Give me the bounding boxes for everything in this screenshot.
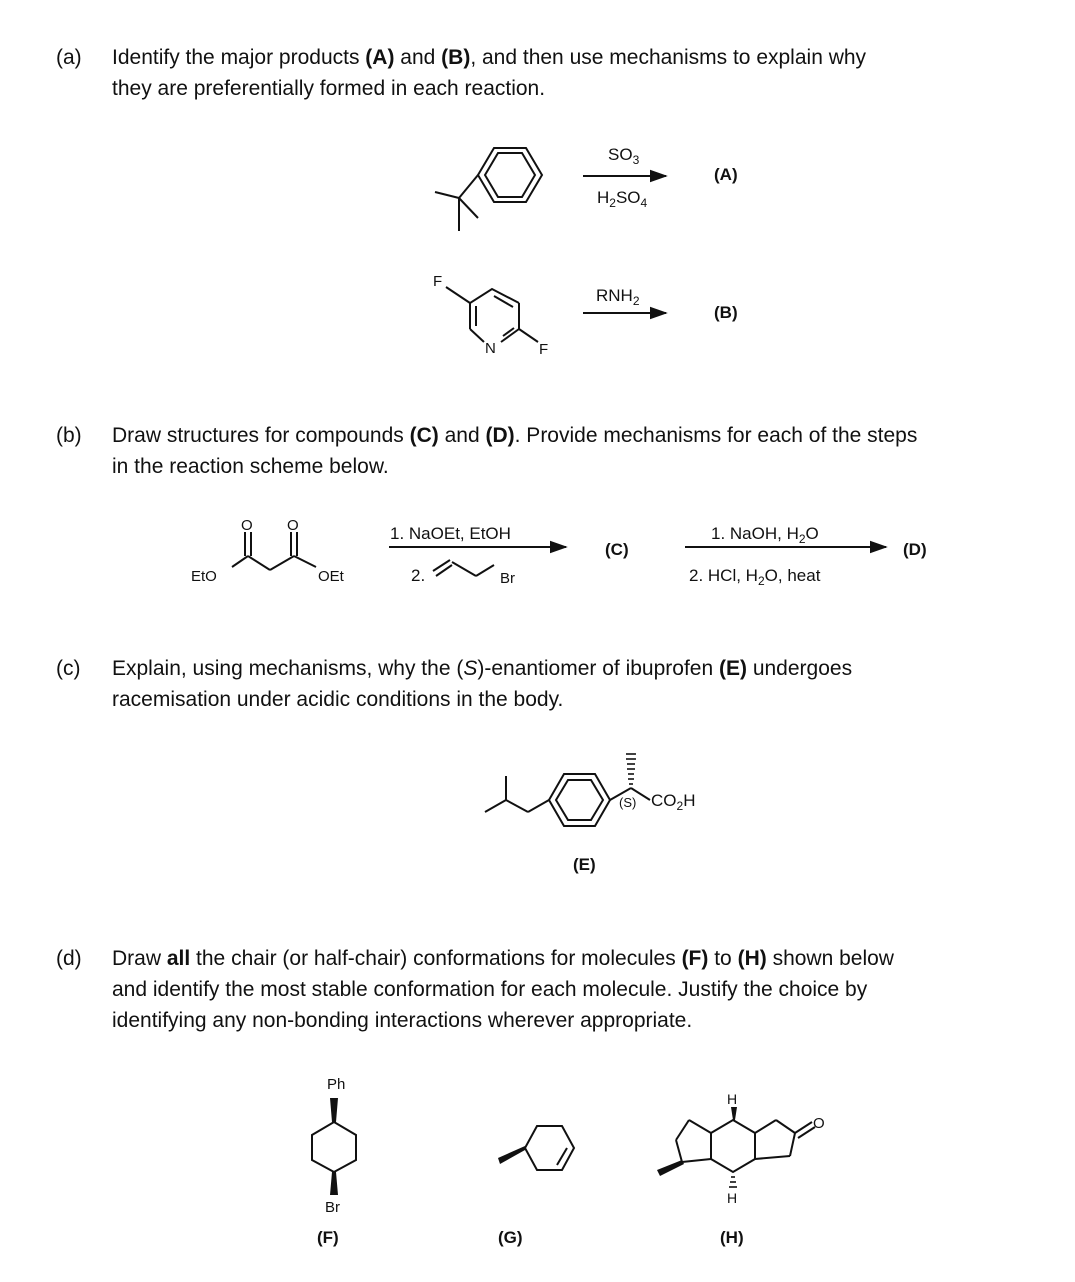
text-segment: undergoes (746, 657, 853, 680)
bromo-label: Br (325, 1199, 340, 1216)
text-segment: Identify the major products (112, 46, 366, 69)
text-segment: the chair (or half-chair) conformations for molecules (190, 947, 682, 970)
compound-g-label: (G) (498, 1228, 523, 1247)
compound-tag: (H) (737, 947, 767, 970)
wedge-bond (498, 1146, 525, 1164)
text-segment: )-enantiomer of ibuprofen (477, 657, 719, 680)
compound-tag: (B) (441, 46, 471, 69)
ethoxy-group: EtO (191, 568, 217, 585)
hydrogen-label: H (727, 1190, 738, 1206)
atom-label: O (241, 517, 253, 534)
reagent-step-4: 2. HCl, $H_2O$, heat (689, 566, 821, 588)
compound-h-label: (H) (720, 1228, 744, 1247)
difluoropyridine-structure (446, 287, 538, 342)
text-segment: Explain, using mechanisms, why the ( (112, 657, 464, 680)
question-label: (d) (56, 947, 82, 970)
decalinone-h-structure (676, 1120, 815, 1172)
question-label: (c) (56, 657, 81, 680)
reagent-h2so4: $H_2SO_4$ (597, 188, 648, 210)
compound-tag: (D) (485, 424, 515, 447)
atom-label: O (813, 1115, 825, 1132)
reagent-step-1: 1. NaOEt, EtOH (390, 524, 511, 543)
ethoxy-group: OEt (318, 568, 344, 585)
reagent-step-2-number: 2. (411, 566, 426, 585)
phenyl-label: Ph (327, 1076, 346, 1093)
text-segment: they are preferentially formed in each reaction. (112, 77, 546, 100)
tert-butylbenzene-structure (435, 148, 542, 231)
compound-tag: (E) (718, 657, 747, 680)
compound-tag: (C) (409, 424, 439, 447)
hydrogen-label: H (727, 1091, 738, 1107)
compound-c-label: (C) (605, 540, 629, 559)
compound-tag: (F) (681, 947, 709, 970)
atom-label: Br (500, 570, 515, 587)
text-segment: identifying any non-bonding interactions wherever appropriate. (112, 1009, 693, 1032)
emphasis: all (166, 947, 191, 970)
wedge-bond (330, 1172, 338, 1195)
compound-f-label: (F) (317, 1228, 339, 1247)
text-segment: in the reaction scheme below. (112, 455, 389, 478)
allyl-bromide-structure (433, 560, 494, 576)
stereo-descriptor: S (463, 657, 478, 680)
wedge-bond (731, 1107, 737, 1120)
wedge-bond (330, 1098, 338, 1122)
carboxylic-acid-group: $CO_2H$ (651, 791, 696, 813)
text-segment: Draw structures for compounds (112, 424, 410, 447)
question-label: (a) (56, 46, 82, 69)
atom-label: O (287, 517, 299, 534)
atom-label: N (485, 340, 496, 357)
compound-d-label: (D) (903, 540, 927, 559)
cyclohexane-f-structure (312, 1122, 356, 1172)
stereo-descriptor-label: (S) (619, 795, 637, 810)
text-segment: , and then use mechanisms to explain why (470, 46, 867, 69)
text-segment: to (708, 947, 738, 970)
wedge-bond (657, 1160, 684, 1176)
cyclohexene-g-structure (525, 1126, 574, 1170)
hashed-wedge-bond (729, 1177, 737, 1187)
question-label: (b) (56, 424, 82, 447)
text-segment: racemisation under acidic conditions in the body. (112, 688, 564, 711)
text-segment: Draw (112, 947, 167, 970)
text-segment: and (438, 424, 486, 447)
text-segment: shown below (766, 947, 894, 970)
text-segment: and (394, 46, 442, 69)
reagent-rnh2: $RNH_2$ (596, 286, 640, 308)
product-b-label: (B) (714, 303, 738, 322)
diethyl-malonate-structure (232, 532, 316, 570)
compound-tag: (A) (365, 46, 395, 69)
hashed-wedge-bond (626, 754, 636, 784)
text-segment: . Provide mechanisms for each of the steps (514, 424, 918, 447)
atom-label: F (539, 341, 549, 358)
compound-e-label: (E) (573, 855, 596, 874)
text-segment: and identify the most stable conformation for each molecule. Justify the choice by (112, 978, 868, 1001)
reagent-step-3: 1. NaOH, $H_2O$ (711, 524, 819, 546)
reagent-so3: $SO_3$ (608, 145, 640, 167)
product-a-label: (A) (714, 165, 738, 184)
atom-label: F (433, 273, 443, 290)
